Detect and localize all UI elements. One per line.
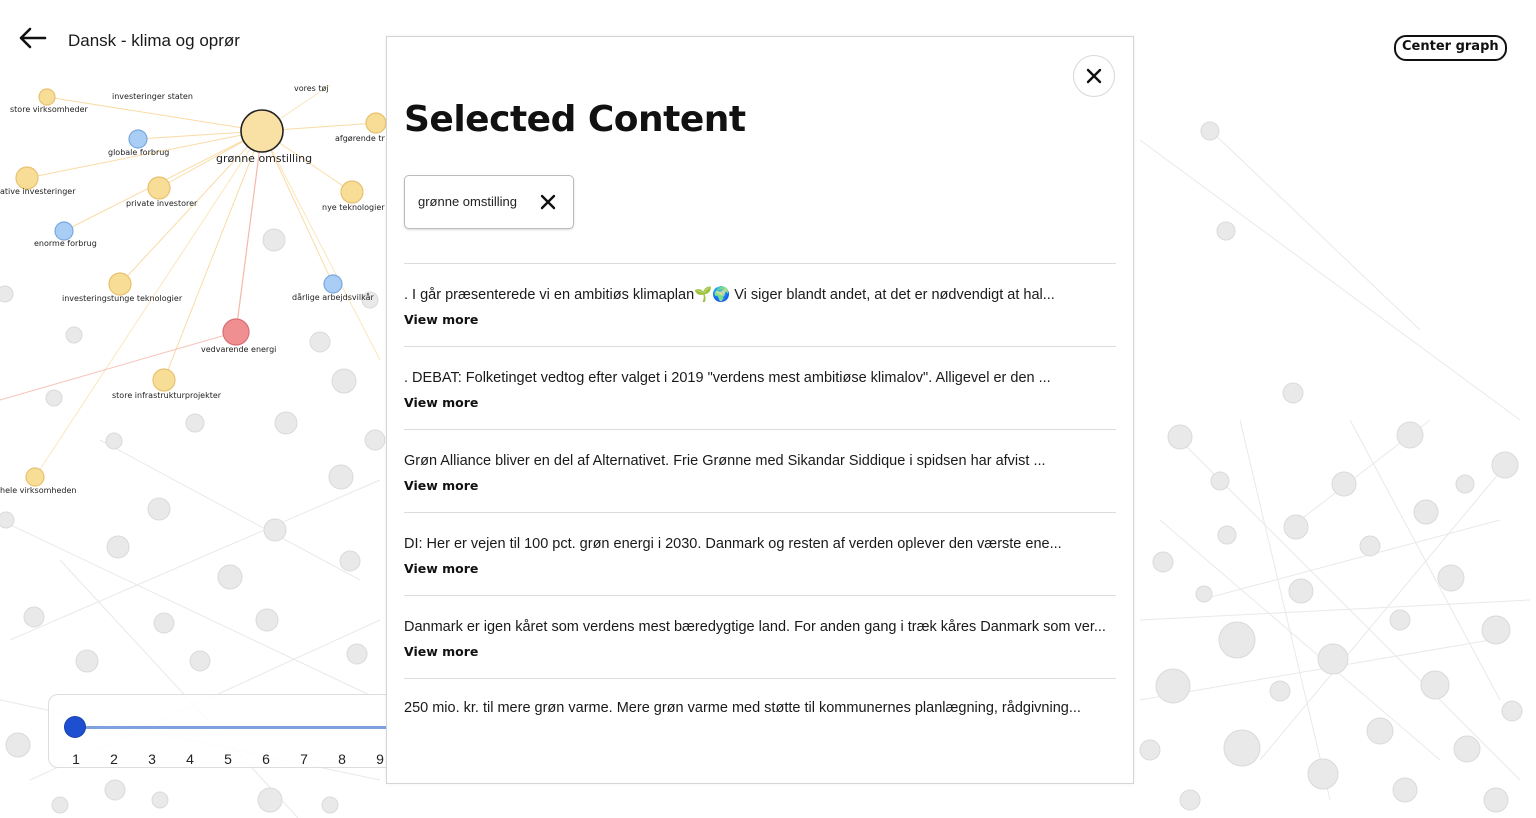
content-list: [404, 263, 1116, 757]
node-label: globale forbrug: [108, 148, 170, 157]
node-label: dårlige arbejdsvilkår: [292, 293, 374, 302]
node-label: store virksomheder: [10, 105, 88, 114]
node-label: hele virksomheden: [0, 486, 77, 495]
slider-tick-label: 6: [262, 751, 270, 767]
node-label: enorme forbrug: [34, 239, 97, 248]
graph-node-store-infrastruktur[interactable]: [153, 369, 175, 391]
node-label: ative investeringer: [0, 187, 76, 196]
view-more-link[interactable]: View more: [404, 561, 479, 576]
arrow-left-icon: [16, 24, 48, 52]
graph-node-private-investorer[interactable]: [148, 177, 170, 199]
view-more-link[interactable]: View more: [404, 478, 479, 493]
slider-tick-label: 9: [376, 751, 384, 767]
graph-node-nye-teknologier[interactable]: [341, 181, 363, 203]
center-graph-button[interactable]: Center graph: [1394, 35, 1507, 61]
page-title: Dansk - klima og oprør: [68, 31, 240, 50]
list-item: [404, 346, 1116, 429]
slider-tick-label: 1: [72, 751, 80, 767]
node-label: store infrastrukturprojekter: [112, 391, 222, 400]
node-label: investeringstunge teknologier: [62, 294, 183, 303]
close-modal-button[interactable]: [1073, 55, 1115, 97]
selected-node-chip: [404, 175, 574, 229]
depth-slider-panel: [48, 694, 410, 768]
graph-node-investeringstunge[interactable]: [109, 273, 131, 295]
graph-node-native-investeringer[interactable]: [16, 167, 38, 189]
back-button[interactable]: [16, 24, 48, 52]
item-text: 250 mio. kr. til mere grøn varme. Mere grøn varme med støtte til kommunernes planlægning, rådgivning...: [404, 700, 1081, 716]
item-text: . DEBAT: Folketinget vedtog efter valget i 2019 "verdens mest ambitiøse klimalov". Alligevel er den ...: [404, 370, 1051, 386]
item-text: DI: Her er vejen til 100 pct. grøn energi i 2030. Danmark og resten af verden oplever den værste ene...: [404, 536, 1062, 552]
list-item: [404, 595, 1116, 678]
view-more-link[interactable]: View more: [404, 395, 479, 410]
node-label: vores tøj: [294, 84, 329, 93]
view-more-link[interactable]: View more: [404, 644, 479, 659]
slider-handle[interactable]: [65, 717, 85, 737]
view-more-link[interactable]: View more: [404, 312, 479, 327]
node-label: grønne omstilling: [216, 152, 313, 165]
item-text: . I går præsenterede vi en ambitiøs klimaplan🌱🌍 Vi siger blandt andet, at det er nødvendigt at hal...: [404, 287, 1055, 303]
item-text: Danmark er igen kåret som verdens mest bæredygtige land. For anden gang i træk kåres Danmark som ver...: [404, 619, 1106, 635]
list-item: [404, 263, 1116, 346]
slider-tick-label: 4: [186, 751, 194, 767]
close-icon: [539, 193, 557, 211]
node-label: private investorer: [126, 199, 198, 208]
selected-content-modal: [386, 36, 1134, 784]
graph-node-daarlige-arbejdsvilkaar[interactable]: [324, 275, 342, 293]
graph-node-groenne-omstilling[interactable]: [241, 110, 283, 152]
slider-track[interactable]: [73, 726, 413, 729]
graph-node-enorme-forbrug[interactable]: [55, 222, 73, 240]
slider-tick-label: 3: [148, 751, 156, 767]
modal-title: Selected Content: [404, 99, 746, 140]
graph-node-vedvarende-energi[interactable]: [223, 319, 249, 345]
node-label: afgørende tr: [335, 134, 385, 143]
item-text: Grøn Alliance bliver en del af Alternativet. Frie Grønne med Sikandar Siddique i spidsen har afvist ...: [404, 453, 1046, 469]
slider-tick-label: 2: [110, 751, 118, 767]
chip-label: grønne omstilling: [418, 194, 517, 209]
node-label: vedvarende energi: [201, 345, 277, 354]
graph-node-hele-virksomheden[interactable]: [26, 468, 44, 486]
list-item: [404, 512, 1116, 595]
graph-node-afgoerende[interactable]: [366, 113, 386, 133]
node-label: nye teknologier: [322, 203, 385, 212]
list-item: [404, 678, 1116, 757]
list-item: [404, 429, 1116, 512]
remove-chip-button[interactable]: [539, 193, 557, 211]
slider-tick-label: 5: [224, 751, 232, 767]
node-label: investeringer staten: [112, 92, 193, 101]
graph-node-globale-forbrug[interactable]: [129, 130, 147, 148]
close-icon: [1086, 68, 1102, 84]
slider-tick-label: 8: [338, 751, 346, 767]
graph-node-investeringer-staten[interactable]: [39, 89, 55, 105]
slider-tick-label: 7: [300, 751, 308, 767]
